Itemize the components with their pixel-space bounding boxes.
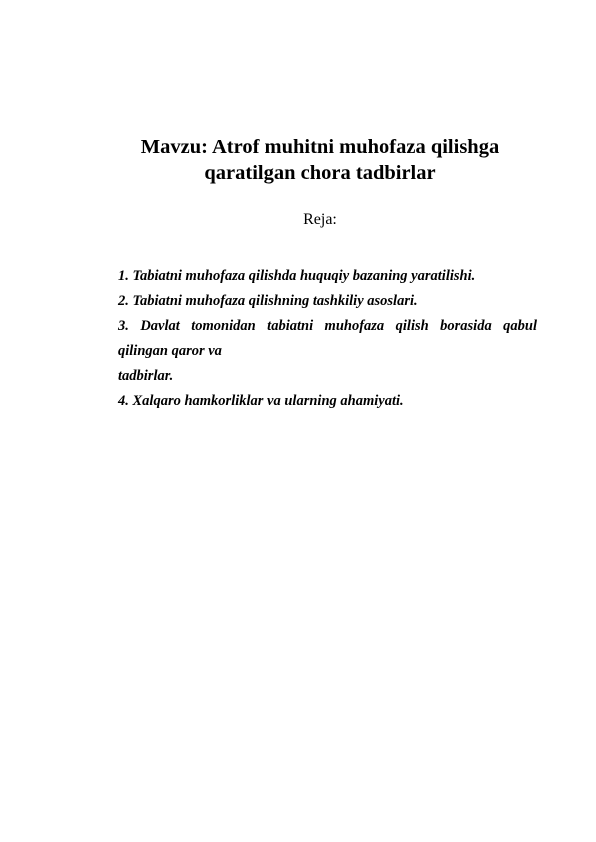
plan-item-3: 3. Davlat tomonidan tabiatni muhofaza qilish borasida qabul	[118, 318, 537, 334]
plan-list	[118, 264, 537, 414]
plan-item-1: 1. Tabiatni muhofaza qilishda huquqiy bazaning yaratilishi.	[118, 268, 476, 284]
document-title	[0, 134, 596, 186]
title-line-2: qaratilgan chora tadbirlar	[204, 162, 436, 184]
plan-item-4: 4. Xalqaro hamkorliklar va ularning ahamiyati.	[118, 393, 404, 409]
title-label: Mavzu:	[140, 136, 208, 158]
title-text-1: Atrof muhitni muhofaza qilishga	[211, 136, 500, 158]
plan-item-2: 2. Tabiatni muhofaza qilishning tashkiliy asoslari.	[118, 293, 418, 309]
plan-heading: Reja:	[303, 211, 337, 228]
plan-item-3-continued: qilingan qaror va	[118, 343, 222, 359]
plan-item-3-end: tadbirlar.	[118, 368, 174, 384]
title-line-1	[0, 134, 596, 160]
